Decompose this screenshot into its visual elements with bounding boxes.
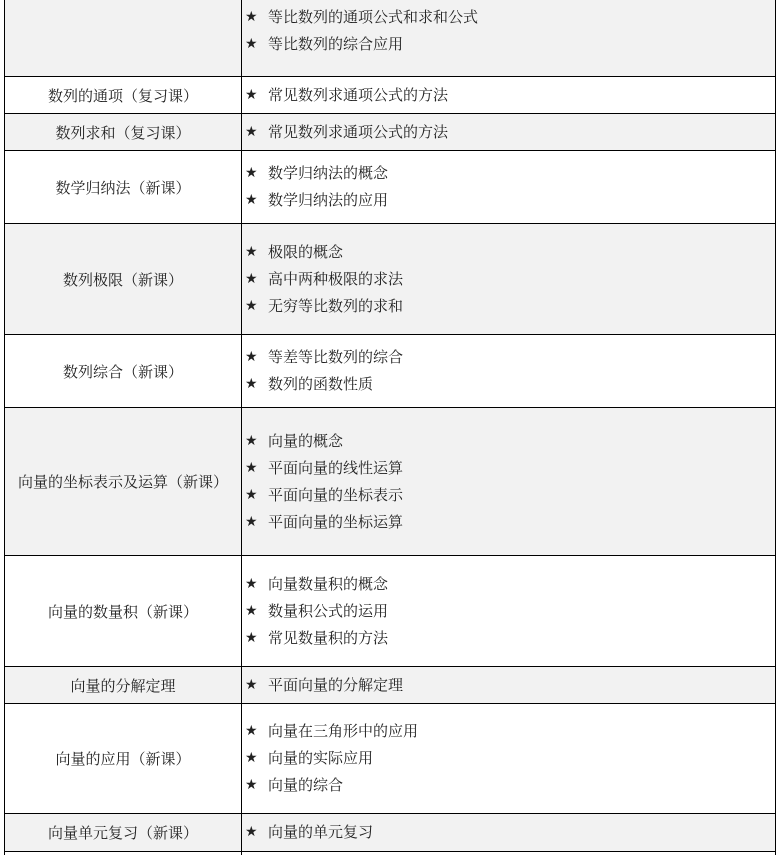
table-row	[4, 114, 776, 151]
list-item-text: 常见数列求通项公式的方法	[268, 85, 449, 104]
table-row	[4, 667, 776, 704]
list-item-text: 等差等比数列的综合	[268, 348, 404, 366]
star-icon: ★	[245, 297, 258, 314]
list-item-text: 常见数量积的方法	[268, 628, 389, 647]
list-item	[242, 672, 775, 699]
star-icon: ★	[245, 486, 258, 503]
star-icon: ★	[245, 192, 258, 208]
topic-cell: 数列的通项（复习课）	[5, 77, 242, 113]
list-item	[242, 371, 775, 398]
topic-cell: 数学归纳法（新课）	[5, 151, 242, 223]
list-item-text: 向量的实际应用	[268, 749, 374, 767]
list-item-text: 平面向量的线性运算	[268, 458, 404, 477]
list-item	[242, 625, 775, 652]
content-cell	[242, 408, 775, 555]
list-item	[242, 819, 775, 846]
table-row	[4, 814, 776, 852]
topic-cell: 数列综合（新课）	[5, 335, 242, 407]
table-row	[4, 77, 776, 114]
list-item	[242, 718, 775, 745]
topic-cell	[5, 0, 242, 76]
table-row	[4, 408, 776, 556]
list-item-text: 向量的概念	[268, 431, 344, 450]
list-item	[242, 482, 775, 509]
list-item	[242, 598, 775, 625]
list-item	[242, 160, 775, 187]
star-icon: ★	[245, 602, 258, 619]
list-item-text: 等比数列的综合应用	[268, 35, 404, 53]
list-item-text: 向量数量积的概念	[268, 574, 389, 593]
topic-cell: 向量的分解定理	[5, 667, 242, 703]
table-row	[4, 704, 776, 814]
content-cell	[242, 814, 775, 851]
list-item	[242, 119, 775, 146]
list-item	[242, 745, 775, 772]
list-item	[242, 239, 775, 266]
list-item	[242, 571, 775, 598]
list-item	[242, 31, 775, 58]
star-icon: ★	[245, 513, 258, 530]
topic-cell: 向量的应用（新课）	[5, 704, 242, 813]
star-icon: ★	[245, 9, 258, 25]
topic-cell: 向量单元复习（新课）	[5, 814, 242, 851]
star-icon: ★	[245, 676, 258, 693]
list-item-text: 高中两种极限的求法	[268, 269, 404, 288]
list-item-text: 无穷等比数列的求和	[268, 296, 404, 315]
list-item	[242, 187, 775, 214]
table-row	[4, 556, 776, 667]
star-icon: ★	[245, 723, 258, 739]
star-icon: ★	[245, 86, 258, 103]
list-item	[242, 266, 775, 293]
table-row	[4, 224, 776, 335]
list-item-text: 向量的单元复习	[268, 823, 374, 841]
star-icon: ★	[245, 123, 258, 140]
table-row	[4, 151, 776, 224]
content-cell	[242, 224, 775, 334]
list-item-text: 等比数列的通项公式和求和公式	[268, 8, 479, 26]
star-icon: ★	[245, 432, 258, 449]
star-icon: ★	[245, 349, 258, 365]
star-icon: ★	[245, 36, 258, 52]
list-item	[242, 428, 775, 455]
list-item-text: 数学归纳法的应用	[268, 191, 389, 209]
table-row	[4, 0, 776, 77]
content-cell	[242, 335, 775, 407]
star-icon: ★	[245, 243, 258, 260]
star-icon: ★	[245, 575, 258, 592]
content-cell	[242, 114, 775, 150]
star-icon: ★	[245, 777, 258, 793]
table-row	[4, 335, 776, 408]
list-item	[242, 772, 775, 799]
star-icon: ★	[245, 750, 258, 766]
star-icon: ★	[245, 376, 258, 392]
list-item	[242, 509, 775, 536]
content-cell	[242, 77, 775, 113]
list-item-text: 数学归纳法的概念	[268, 164, 389, 182]
list-item	[242, 82, 775, 109]
list-item-text: 常见数列求通项公式的方法	[268, 122, 449, 141]
list-item-text: 平面向量的分解定理	[268, 675, 404, 694]
list-item-text: 平面向量的坐标表示	[268, 485, 404, 504]
list-item-text: 向量的综合	[268, 776, 344, 794]
topic-cell: 数列极限（新课）	[5, 224, 242, 334]
star-icon: ★	[245, 459, 258, 476]
list-item-text: 极限的概念	[268, 242, 344, 261]
content-cell	[242, 0, 775, 76]
star-icon: ★	[245, 165, 258, 181]
content-cell	[242, 667, 775, 703]
star-icon: ★	[245, 270, 258, 287]
star-icon: ★	[245, 629, 258, 646]
content-cell	[242, 704, 775, 813]
list-item-text: 平面向量的坐标运算	[268, 512, 404, 531]
list-item-text: 数列的函数性质	[268, 375, 374, 393]
content-cell	[242, 151, 775, 223]
list-item	[242, 293, 775, 320]
list-item	[242, 455, 775, 482]
content-cell	[242, 556, 775, 666]
star-icon: ★	[245, 824, 258, 840]
topic-cell: 向量的数量积（新课）	[5, 556, 242, 666]
list-item-text: 向量在三角形中的应用	[268, 722, 419, 740]
topic-cell: 数列求和（复习课）	[5, 114, 242, 150]
list-item-text: 数量积公式的运用	[268, 601, 389, 620]
list-item	[242, 4, 775, 31]
list-item	[242, 344, 775, 371]
topic-cell: 向量的坐标表示及运算（新课）	[5, 408, 242, 555]
